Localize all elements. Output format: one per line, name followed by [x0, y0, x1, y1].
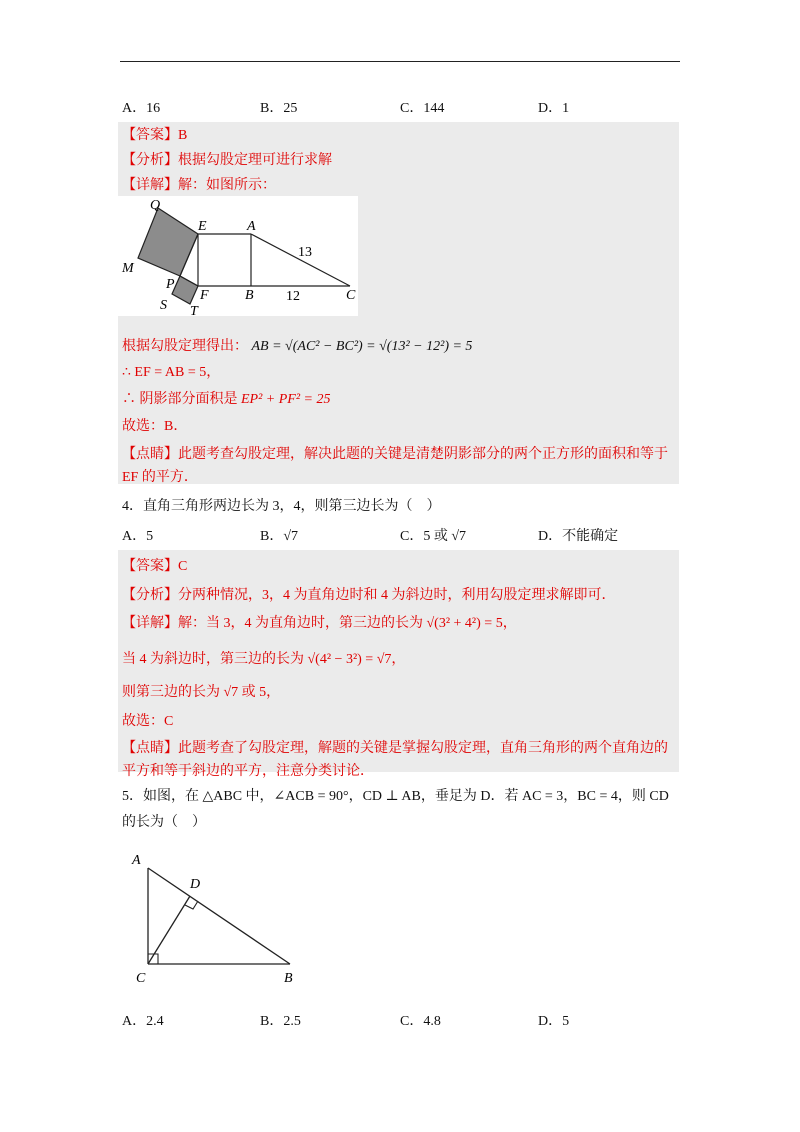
header-rule — [120, 61, 680, 62]
q4-answer: 【答案】C — [122, 559, 188, 574]
q3-option-c[interactable]: C．144 — [400, 101, 445, 116]
q5-label-c: C — [136, 971, 146, 986]
q3-label-p: P — [166, 277, 175, 292]
q3-label-q: Q — [150, 198, 161, 213]
q3-option-d[interactable]: D．1 — [538, 101, 570, 116]
q5-right-angle-d — [185, 901, 198, 909]
q5-option-d[interactable]: D．5 — [538, 1014, 570, 1029]
q3-segment-ac — [251, 234, 350, 286]
q3-label-t: T — [190, 304, 198, 316]
q5-figure-svg — [128, 848, 308, 988]
q3-calc1-prefix: 根据勾股定理得出： — [122, 339, 248, 354]
q3-calc3 — [122, 388, 331, 408]
q4-result: 则第三边的长为 √7 或 5， — [122, 685, 281, 700]
q3-comment-line1: 【点睛】此题考查勾股定理，解决此题的关键是清楚阴影部分的两个正方形的面积和等于 — [122, 447, 668, 462]
q3-figure-svg — [118, 196, 358, 316]
q3-answer: 【答案】B — [122, 128, 188, 143]
q3-choose: 故选：B． — [122, 419, 188, 434]
q5-label-a: A — [132, 853, 141, 868]
q3-label-a: A — [247, 219, 256, 234]
q3-calc2: ∴ EF = AB = 5， — [122, 365, 221, 380]
q5-label-b: B — [284, 971, 293, 986]
q3-small-square — [172, 276, 198, 304]
q3-calc1-math: AB = √(AC² − BC²) = √(13² − 12²) = 5 — [251, 339, 473, 354]
q4-option-d[interactable]: D．不能确定 — [538, 529, 619, 544]
q4-option-c[interactable]: C．5 或 √7 — [400, 529, 467, 544]
q5-option-a[interactable]: A．2.4 — [122, 1014, 164, 1029]
q4-comment-line2: 平方和等于斜边的平方，注意分类讨论． — [122, 764, 374, 779]
q4-option-a[interactable]: A．5 — [122, 529, 154, 544]
q3-figure — [118, 196, 358, 316]
q5-option-b[interactable]: B．2.5 — [260, 1014, 301, 1029]
q4-analysis: 【分析】分两种情况，3，4 为直角边时和 4 为斜边时，利用勾股定理求解即可． — [122, 588, 616, 603]
q4-question: 4．直角三角形两边长为 3，4，则第三边长为（ ） — [122, 499, 441, 514]
q5-question-line1: 5．如图，在 △ABC 中，∠ACB = 90°，CD ⊥ AB，垂足为 D．若 AC = 3，BC = 4，则 CD — [122, 789, 669, 804]
q3-label-s: S — [160, 298, 167, 313]
q3-calc3-prefix: ∴ 阴影部分面积是 — [122, 392, 238, 407]
q3-detail: 【详解】解：如图所示： — [122, 178, 276, 193]
q4-option-b[interactable]: B．√7 — [260, 529, 299, 544]
q4-choose: 故选：C — [122, 714, 174, 729]
q5-option-c[interactable]: C．4.8 — [400, 1014, 441, 1029]
q5-question-line2: 的长为（ ） — [122, 815, 206, 830]
q3-label-b: B — [245, 288, 254, 303]
q3-label-m: M — [122, 261, 134, 276]
q3-large-square — [138, 208, 198, 276]
q5-segment-ab — [148, 868, 290, 964]
q3-analysis: 【分析】根据勾股定理可进行求解 — [122, 153, 332, 168]
q3-calc3-math: EP² + PF² = 25 — [241, 392, 331, 407]
q4-case2: 当 4 为斜边时，第三边的长为 √(4² − 3²) = √7， — [122, 652, 406, 667]
q4-detail: 【详解】解：当 3，4 为直角边时，第三边的长为 √(3² + 4²) = 5， — [122, 616, 517, 631]
q3-calc1 — [122, 335, 472, 355]
q5-figure — [128, 848, 308, 988]
q3-label-c: C — [346, 288, 356, 303]
q3-label-e: E — [198, 219, 207, 234]
q3-length-bc: 12 — [286, 289, 300, 304]
q4-comment-line1: 【点睛】此题考查了勾股定理，解题的关键是掌握勾股定理，直角三角形的两个直角边的 — [122, 741, 668, 756]
q3-option-b[interactable]: B．25 — [260, 101, 298, 116]
q3-option-a[interactable]: A．16 — [122, 101, 161, 116]
q3-length-ac: 13 — [298, 245, 312, 260]
q5-label-d: D — [190, 877, 201, 892]
q3-comment-line2: EF 的平方． — [122, 470, 198, 485]
q3-label-f: F — [200, 288, 209, 303]
